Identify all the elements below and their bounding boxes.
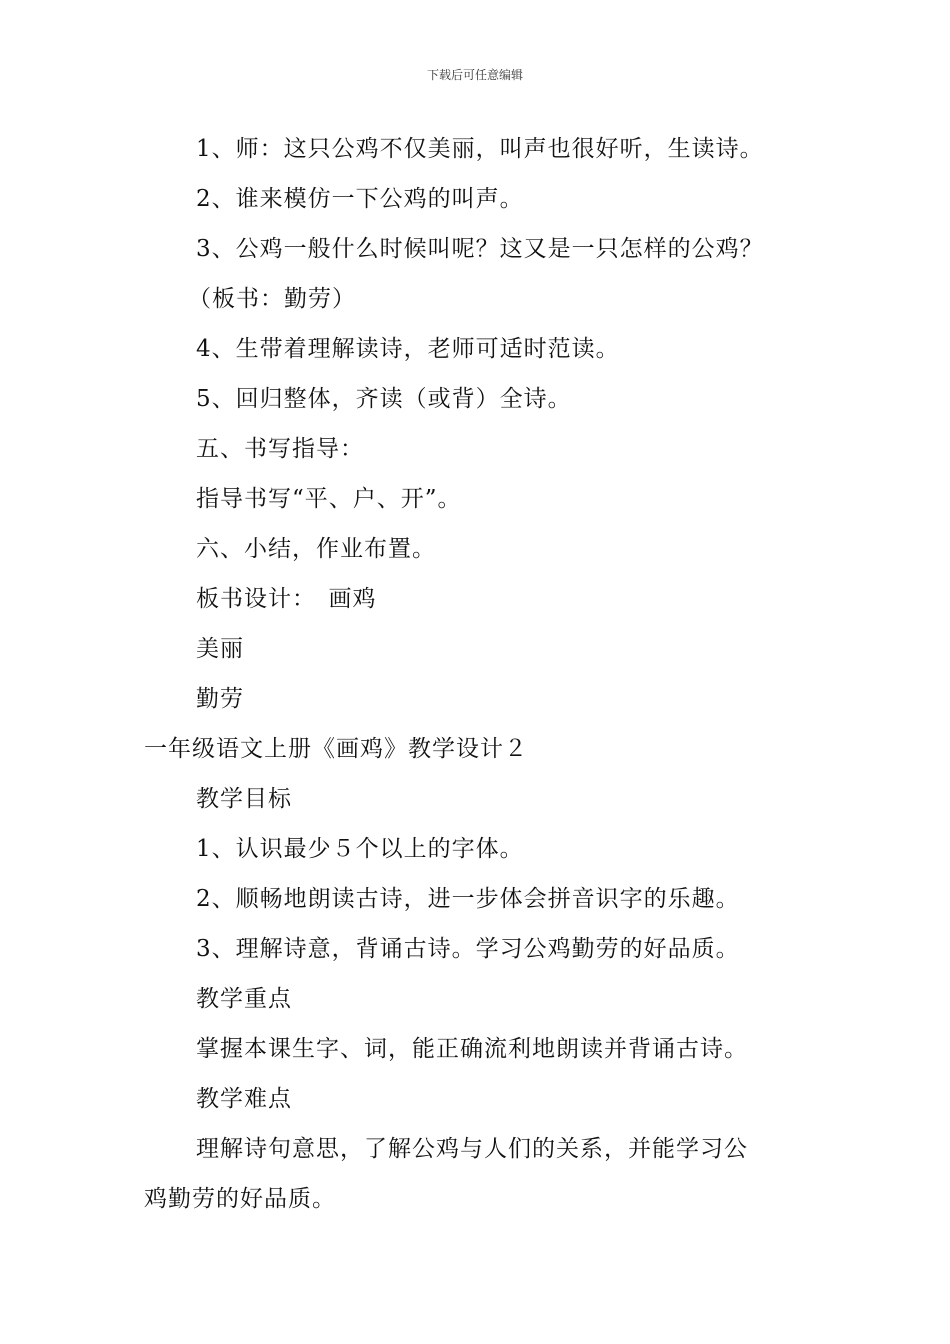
text-line-6: 5、回归整体，齐读（或背）全诗。	[196, 386, 572, 412]
section-heading-summary: 六、小结，作业布置。	[196, 536, 436, 562]
difficulties-text-line-1: 理解诗句意思，了解公鸡与人们的关系，并能学习公	[196, 1136, 748, 1162]
difficulties-text-line-2: 鸡勤劳的好品质。	[144, 1186, 336, 1212]
section-heading-writing: 五、书写指导：	[196, 436, 364, 462]
text-line-5: 4、生带着理解读诗，老师可适时范读。	[196, 336, 620, 362]
board-design-line: 板书设计： 画鸡	[196, 586, 377, 612]
goal-item-2: 2、顺畅地朗读古诗，进一步体会拼音识字的乐趣。	[196, 886, 740, 912]
board-item-beautiful: 美丽	[196, 636, 244, 662]
board-item-diligent: 勤劳	[196, 686, 244, 712]
text-line-1: 1、师：这只公鸡不仅美丽，叫声也很好听，生读诗。	[196, 136, 764, 162]
heading-teaching-goals: 教学目标	[196, 786, 292, 812]
goal-item-1: 1、认识最少５个以上的字体。	[196, 836, 524, 862]
key-points-text: 掌握本课生字、词，能正确流利地朗读并背诵古诗。	[196, 1036, 748, 1062]
heading-key-points: 教学重点	[196, 986, 292, 1012]
text-line-4: （板书：勤劳）	[188, 286, 356, 312]
text-line-8: 指导书写“平、户、开”。	[196, 486, 462, 512]
text-line-3: 3、公鸡一般什么时候叫呢？这又是一只怎样的公鸡？	[196, 236, 764, 262]
page-header: 下载后可任意编辑	[426, 68, 523, 82]
text-line-2: 2、谁来模仿一下公鸡的叫声。	[196, 186, 524, 212]
document-title-2: 一年级语文上册《画鸡》教学设计２	[144, 736, 528, 762]
heading-difficulties: 教学难点	[196, 1086, 292, 1112]
goal-item-3: 3、理解诗意，背诵古诗。学习公鸡勤劳的好品质。	[196, 936, 740, 962]
